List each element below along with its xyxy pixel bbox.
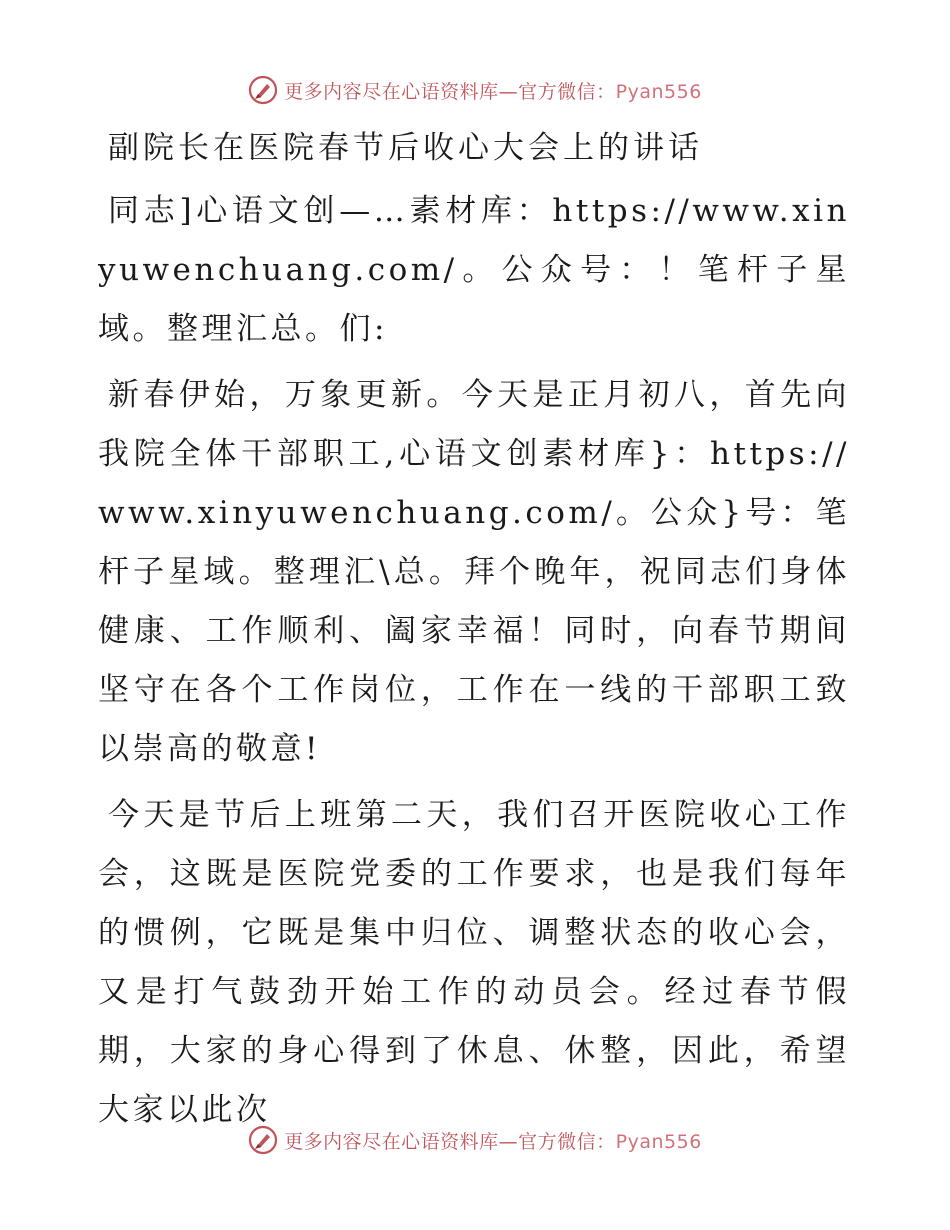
watermark-wechat-id: Pyan556: [615, 1130, 702, 1153]
paragraph-2: 新春伊始，万象更新。今天是正月初八，首先向我院全体干部职工,心语文创素材库}：https://www.xinyuwenchuang.com/。公众}号：笔杆子星域。整理汇\总。拜个晚年，祝同志们身体健康、工作顺利、阖家幸福！同时，向春节期间坚守在各个工作岗位，工作在一线的干部职工致以崇高的敬意!: [98, 377, 850, 767]
watermark-text: 更多内容尽在心语资料库—官方微信：Pyan556: [284, 80, 702, 103]
header-watermark: [0, 70, 950, 110]
watermark-wechat-id: Pyan556: [615, 80, 702, 103]
pen-nib-logo-icon: [248, 75, 278, 105]
paragraph-1: 同志]心语文创—…素材库：https://www.xinyuwenchuang.com/。公众号：！笔杆子星域。整理汇总。们:: [98, 193, 850, 347]
document-title: 副院长在医院春节后收心大会上的讲话: [108, 130, 703, 166]
document-body: [98, 120, 850, 1147]
footer-watermark: [0, 1120, 950, 1160]
paragraph-3: 今天是节后上班第二天，我们召开医院收心工作会，这既是医院党委的工作要求，也是我们每年的惯例，它既是集中归位、调整状态的收心会，又是打气鼓劲开始工作的动员会。经过春节假期，大家的身心得到了休息、休整，因此，希望大家以此次: [98, 797, 850, 1128]
pen-nib-logo-icon: [248, 1125, 278, 1155]
watermark-text: 更多内容尽在心语资料库—官方微信：Pyan556: [284, 1130, 702, 1153]
